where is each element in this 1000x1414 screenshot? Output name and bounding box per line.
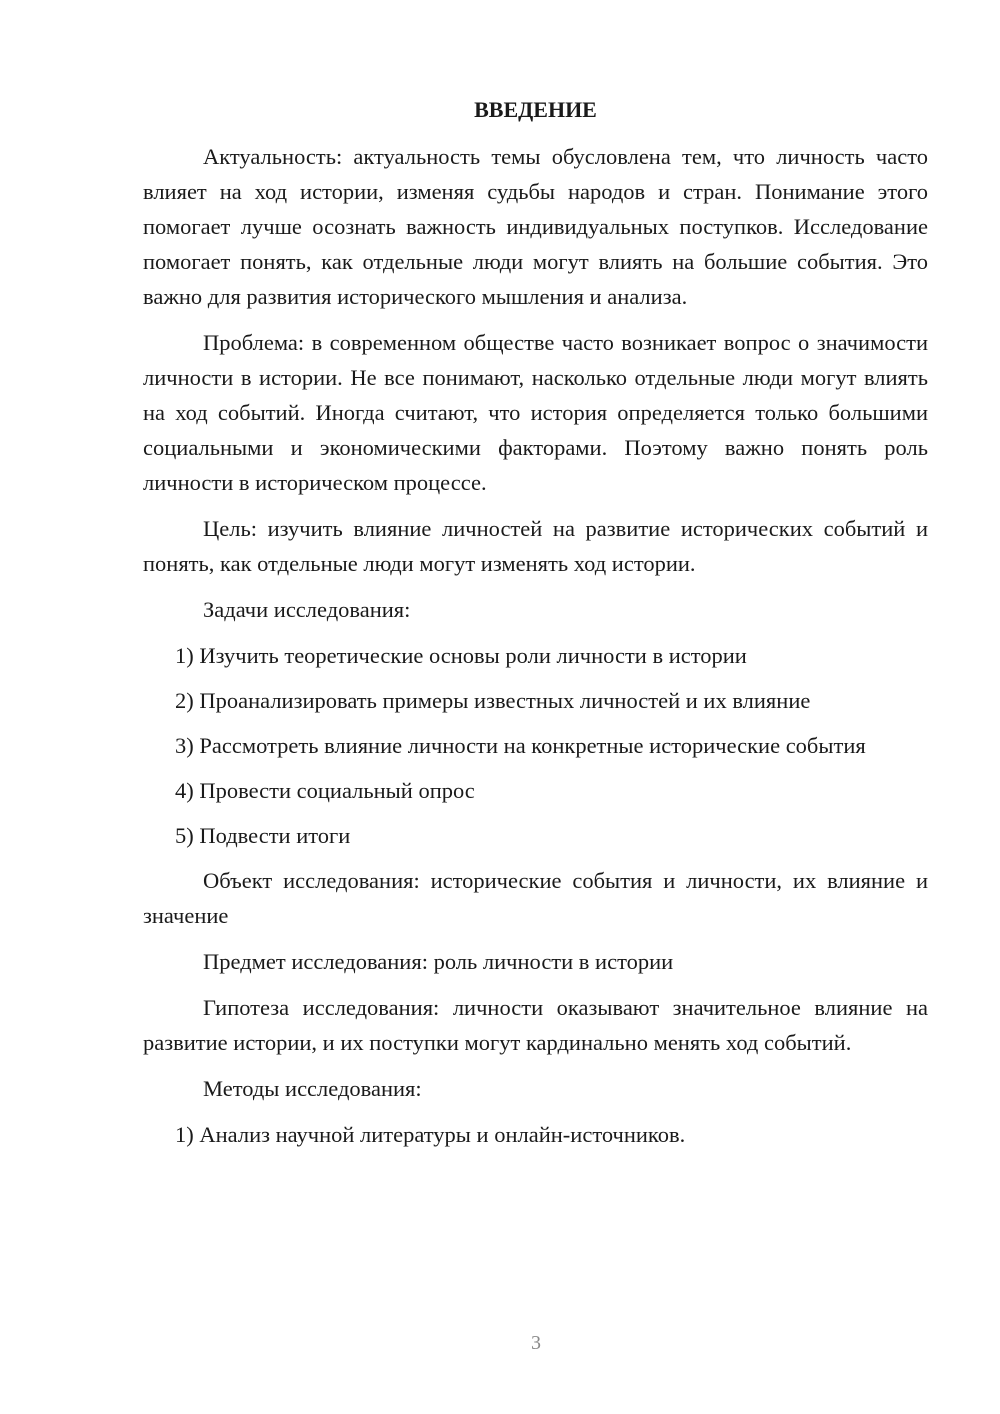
task-item-4: 4) Провести социальный опрос xyxy=(175,778,475,803)
task-item-1: 1) Изучить теоретические основы роли личности в истории xyxy=(175,643,747,668)
task-item-5: 5) Подвести итоги xyxy=(175,823,351,848)
problem-paragraph: Проблема: в современном обществе часто возникает вопрос о значимости личности в истории. Не все понимают, насколько отдельные люди могут влиять на ход событий. Иногда считают, что история определяется только большими социальными и экономическими факторами. Поэтому важно понять роль личности в историческом процессе. xyxy=(143,330,928,495)
section-title: ВВЕДЕНИЕ xyxy=(474,97,597,122)
object-paragraph: Объект исследования: исторические события и личности, их влияние и значение xyxy=(143,868,928,928)
methods-heading: Методы исследования: xyxy=(203,1076,422,1101)
method-item-1: 1) Анализ научной литературы и онлайн-источников. xyxy=(175,1122,686,1147)
tasks-heading: Задачи исследования: xyxy=(203,597,411,622)
subject-paragraph: Предмет исследования: роль личности в истории xyxy=(203,949,674,974)
page-number: 3 xyxy=(531,1332,541,1354)
hypothesis-paragraph: Гипотеза исследования: личности оказывают значительное влияние на развитие истории, и их поступки могут кардинально менять ход событий. xyxy=(143,995,928,1055)
relevance-paragraph: Актуальность: актуальность темы обусловлена тем, что личность часто влияет на ход истории, изменяя судьбы народов и стран. Понимание этого помогает лучше осознать важность индивидуальных поступков. Исследование помогает понять, как отдельные люди могут влиять на большие события. Это важно для развития исторического мышления и анализа. xyxy=(143,144,928,309)
goal-paragraph: Цель: изучить влияние личностей на развитие исторических событий и понять, как отдельные люди могут изменять ход истории. xyxy=(143,516,928,576)
task-item-3: 3) Рассмотреть влияние личности на конкретные исторические события xyxy=(175,733,866,758)
page-content xyxy=(143,92,928,1162)
task-item-2: 2) Проанализировать примеры известных личностей и их влияние xyxy=(175,688,811,713)
